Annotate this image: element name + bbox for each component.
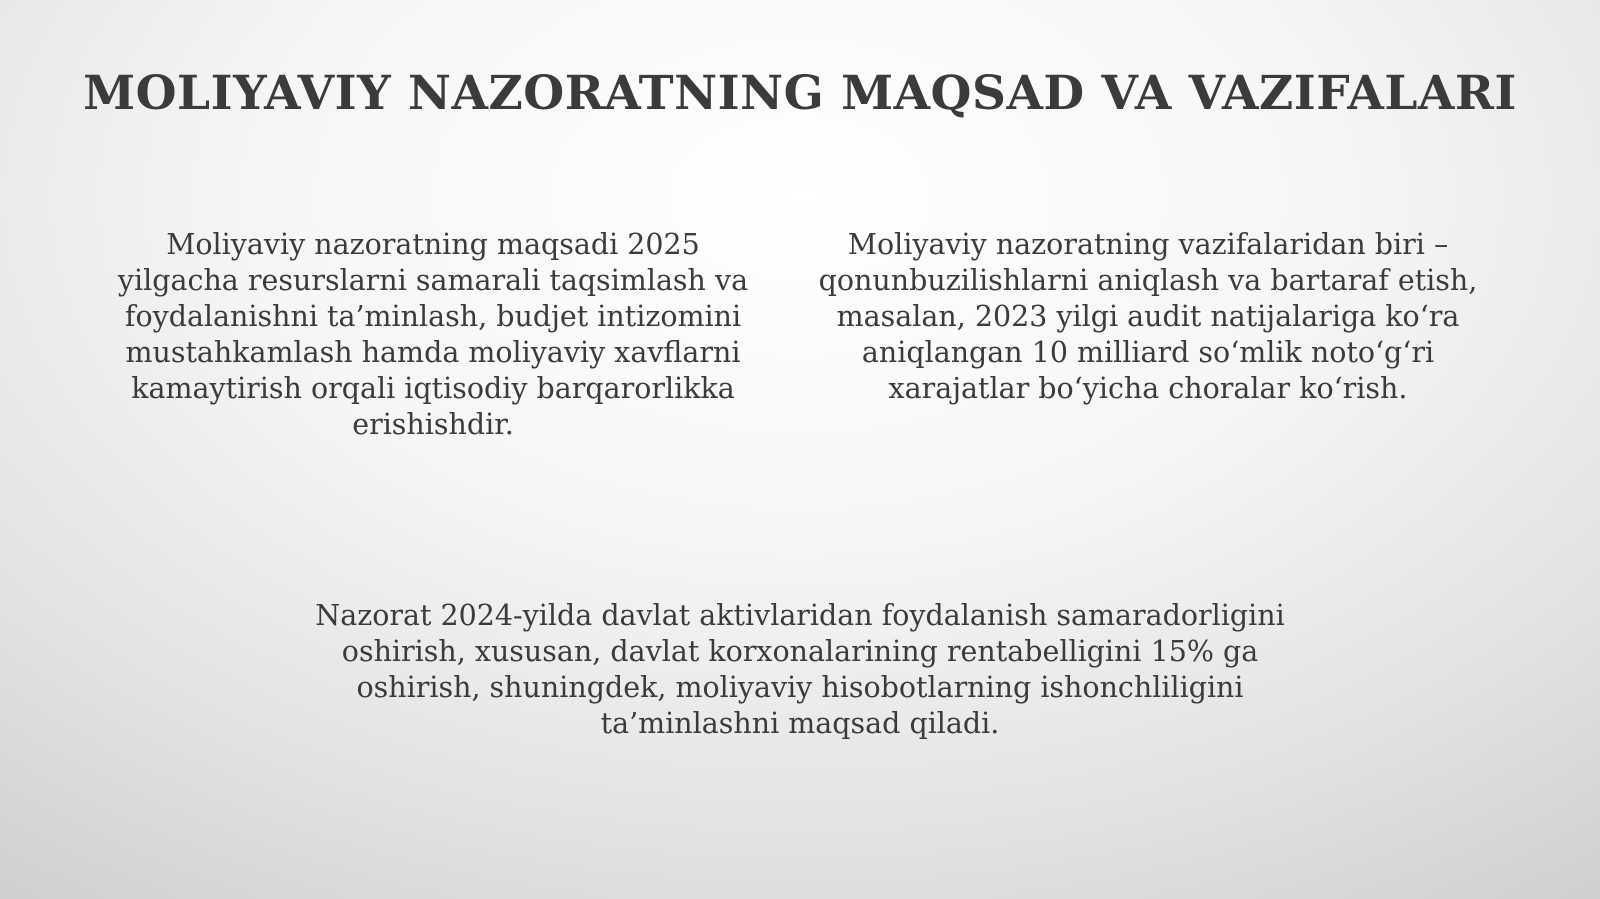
goal-paragraph: Moliyaviy nazoratning maqsadi 2025 yilgacha resurslarni samarali taqsimlash va foydalanishni ta’minlash, budjet intizomini mustahkamlash hamda moliyaviy xavflarni kamaytirish orqali iqtisodiy barqarorlikka erishishdir. xyxy=(117,228,749,441)
slide-title: MOLIYAVIY NAZORATNING MAQSAD VA VAZIFALARI xyxy=(83,66,1517,121)
control-2024-paragraph: Nazorat 2024-yilda davlat aktivlaridan foydalanish samaradorligini oshirish, xususan, davlat korxonalarining rentabelligini 15% ga oshirish, shuningdek, moliyaviy hisobotlarning ishonchliligini ta’minlashni maqsad qiladi. xyxy=(315,599,1285,740)
tasks-paragraph: Moliyaviy nazoratning vazifalaridan biri – qonunbuzilishlarni aniqlash va bartaraf etish, masalan, 2023 yilgi audit natijalariga ko‘ra aniqlangan 10 milliard so‘mlik noto‘g‘ri xarajatlar bo‘yicha choralar ko‘rish. xyxy=(818,228,1478,405)
